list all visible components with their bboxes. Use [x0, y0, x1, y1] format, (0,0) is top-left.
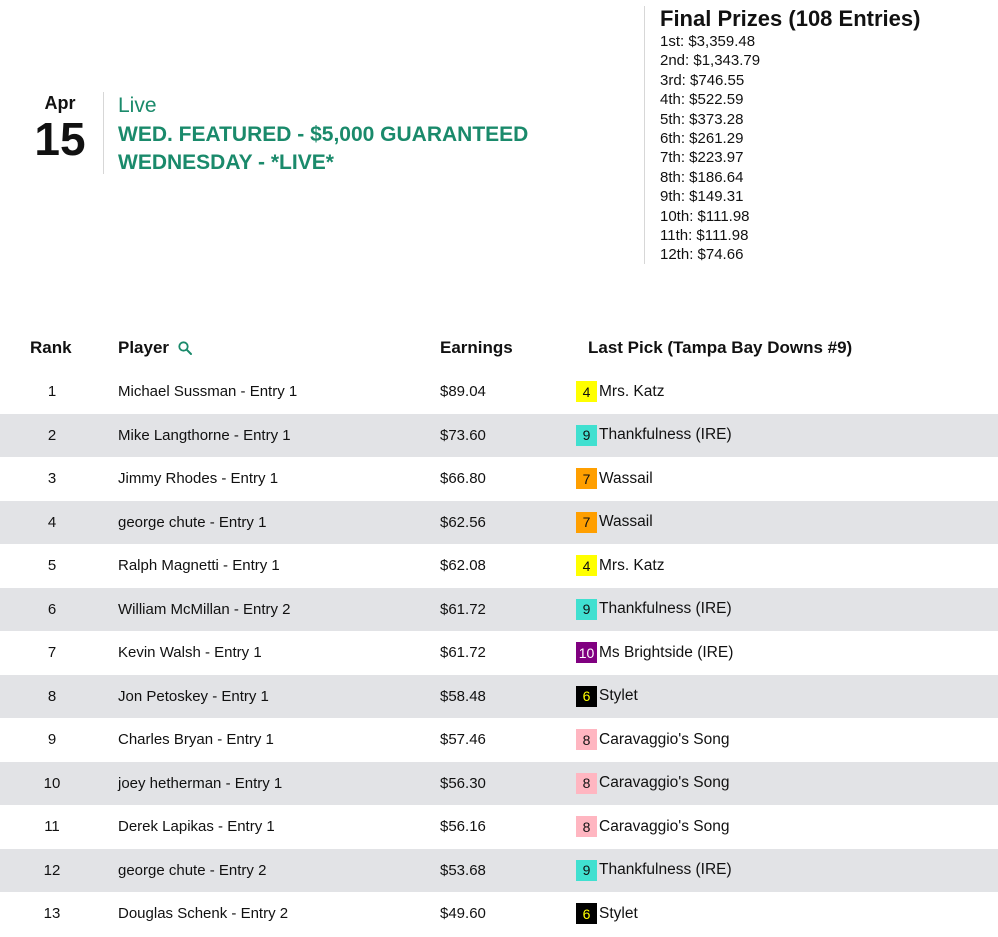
player-cell[interactable]: Michael Sussman - Entry 1 — [118, 383, 298, 401]
horse-name: Mrs. Katz — [599, 382, 665, 400]
rank-cell: 8 — [47, 687, 57, 705]
table-row[interactable] — [0, 762, 998, 806]
table-body — [0, 370, 998, 936]
player-cell[interactable]: Ralph Magnetti - Entry 1 — [118, 557, 280, 575]
header-player-label[interactable]: Player — [118, 338, 170, 357]
header-rank[interactable]: Rank — [30, 338, 72, 357]
last-pick-cell — [576, 631, 733, 675]
program-number-badge: 4 — [576, 555, 597, 576]
horse-name: Ms Brightside (IRE) — [599, 643, 734, 661]
event-month: Apr — [44, 93, 76, 113]
program-number-badge: 8 — [576, 816, 597, 837]
horse-name: Thankfulness (IRE) — [599, 861, 732, 879]
player-cell[interactable]: Mike Langthorne - Entry 1 — [118, 426, 291, 444]
event-date — [28, 92, 92, 164]
last-pick-cell — [576, 892, 638, 936]
horse-name: Wassail — [599, 513, 653, 531]
rank-cell: 4 — [47, 513, 57, 531]
horse-name: Thankfulness (IRE) — [599, 600, 732, 618]
rank-cell: 5 — [47, 557, 57, 575]
prize-divider — [644, 6, 645, 264]
earnings-cell: $61.72 — [440, 600, 486, 618]
earnings-cell: $56.16 — [440, 818, 486, 836]
earnings-cell: $66.80 — [440, 470, 486, 488]
leaderboard-table — [0, 326, 998, 936]
program-number-badge: 6 — [576, 686, 597, 707]
prize-title: Final Prizes (108 Entries) — [660, 6, 921, 31]
event-status: Live — [118, 94, 157, 117]
table-row[interactable] — [0, 675, 998, 719]
program-number-badge: 8 — [576, 773, 597, 794]
rank-cell: 2 — [47, 426, 57, 444]
earnings-cell: $56.30 — [440, 774, 486, 792]
program-number-badge: 10 — [576, 642, 597, 663]
horse-name: Stylet — [599, 904, 638, 922]
horse-name: Wassail — [599, 469, 653, 487]
earnings-cell: $62.08 — [440, 557, 486, 575]
program-number-badge: 6 — [576, 903, 597, 924]
table-row[interactable] — [0, 805, 998, 849]
player-cell[interactable]: Jon Petoskey - Entry 1 — [118, 687, 269, 705]
header-earnings[interactable]: Earnings — [440, 338, 513, 357]
program-number-badge: 9 — [576, 425, 597, 446]
search-icon[interactable] — [177, 340, 193, 356]
last-pick-cell — [576, 849, 732, 893]
table-row[interactable] — [0, 370, 998, 414]
rank-cell: 13 — [43, 905, 61, 923]
prize-item: 12th: $74.66 — [660, 246, 744, 264]
header-player[interactable] — [118, 338, 193, 358]
player-cell[interactable]: William McMillan - Entry 2 — [118, 600, 291, 618]
prize-item: 7th: $223.97 — [660, 149, 744, 167]
rank-cell: 3 — [47, 470, 57, 488]
earnings-cell: $49.60 — [440, 905, 486, 923]
program-number-badge: 4 — [576, 381, 597, 402]
rank-cell: 12 — [43, 861, 61, 879]
table-row[interactable] — [0, 631, 998, 675]
table-row[interactable] — [0, 892, 998, 936]
event-title: WED. FEATURED - $5,000 GUARANTEED WEDNESDAY - *LIVE* — [118, 123, 529, 174]
horse-name: Mrs. Katz — [599, 556, 665, 574]
prize-item: 6th: $261.29 — [660, 130, 744, 148]
earnings-cell: $62.56 — [440, 513, 486, 531]
prize-list — [660, 32, 990, 265]
last-pick-cell — [576, 762, 730, 806]
table-row[interactable] — [0, 588, 998, 632]
rank-cell: 11 — [44, 818, 60, 836]
prize-item: 5th: $373.28 — [660, 110, 744, 128]
earnings-cell: $89.04 — [440, 383, 486, 401]
horse-name: Caravaggio's Song — [599, 730, 730, 748]
program-number-badge: 7 — [576, 468, 597, 489]
earnings-cell: $53.68 — [440, 861, 486, 879]
program-number-badge: 9 — [576, 599, 597, 620]
prize-item: 4th: $522.59 — [660, 91, 744, 109]
prize-item: 3rd: $746.55 — [660, 71, 745, 89]
prize-item: 9th: $149.31 — [660, 188, 744, 206]
program-number-badge: 7 — [576, 512, 597, 533]
last-pick-cell — [576, 544, 664, 588]
last-pick-cell — [576, 370, 664, 414]
horse-name: Caravaggio's Song — [599, 817, 730, 835]
player-cell[interactable]: Charles Bryan - Entry 1 — [118, 731, 274, 749]
table-header — [0, 326, 998, 370]
last-pick-cell — [576, 588, 732, 632]
rank-cell: 7 — [47, 644, 57, 662]
rank-cell: 9 — [47, 731, 57, 749]
horse-name: Stylet — [599, 687, 638, 705]
player-cell[interactable]: Jimmy Rhodes - Entry 1 — [118, 470, 279, 488]
last-pick-cell — [576, 501, 653, 545]
earnings-cell: $57.46 — [440, 731, 486, 749]
player-cell[interactable]: george chute - Entry 2 — [118, 861, 267, 879]
date-divider — [103, 92, 104, 174]
table-row[interactable] — [0, 457, 998, 501]
player-cell[interactable]: joey hetherman - Entry 1 — [118, 774, 283, 792]
header-last-pick: Last Pick (Tampa Bay Downs #9) — [588, 338, 853, 357]
table-row[interactable] — [0, 501, 998, 545]
table-row[interactable] — [0, 544, 998, 588]
earnings-cell: $58.48 — [440, 687, 486, 705]
last-pick-cell — [576, 457, 653, 501]
last-pick-cell — [576, 675, 638, 719]
event-day: 15 — [34, 113, 86, 165]
table-row[interactable] — [0, 414, 998, 458]
program-number-badge: 8 — [576, 729, 597, 750]
final-prizes — [660, 6, 990, 265]
rank-cell: 1 — [47, 383, 57, 401]
player-cell[interactable]: george chute - Entry 1 — [118, 513, 267, 531]
earnings-cell: $73.60 — [440, 426, 486, 444]
table-row[interactable] — [0, 718, 998, 762]
prize-item: 10th: $111.98 — [660, 207, 750, 225]
horse-name: Caravaggio's Song — [599, 774, 730, 792]
prize-item: 2nd: $1,343.79 — [660, 52, 761, 70]
prize-item: 8th: $186.64 — [660, 168, 744, 186]
last-pick-cell — [576, 718, 730, 762]
player-cell[interactable]: Kevin Walsh - Entry 1 — [118, 644, 262, 662]
prize-item: 11th: $111.98 — [660, 227, 749, 245]
prize-item: 1st: $3,359.48 — [660, 33, 756, 50]
program-number-badge: 9 — [576, 860, 597, 881]
player-cell[interactable]: Derek Lapikas - Entry 1 — [118, 818, 275, 836]
last-pick-cell — [576, 414, 732, 458]
rank-cell: 10 — [43, 774, 61, 792]
last-pick-cell — [576, 805, 730, 849]
earnings-cell: $61.72 — [440, 644, 486, 662]
player-cell[interactable]: Douglas Schenk - Entry 2 — [118, 905, 289, 923]
horse-name: Thankfulness (IRE) — [599, 426, 732, 444]
rank-cell: 6 — [47, 600, 57, 618]
table-row[interactable] — [0, 849, 998, 893]
